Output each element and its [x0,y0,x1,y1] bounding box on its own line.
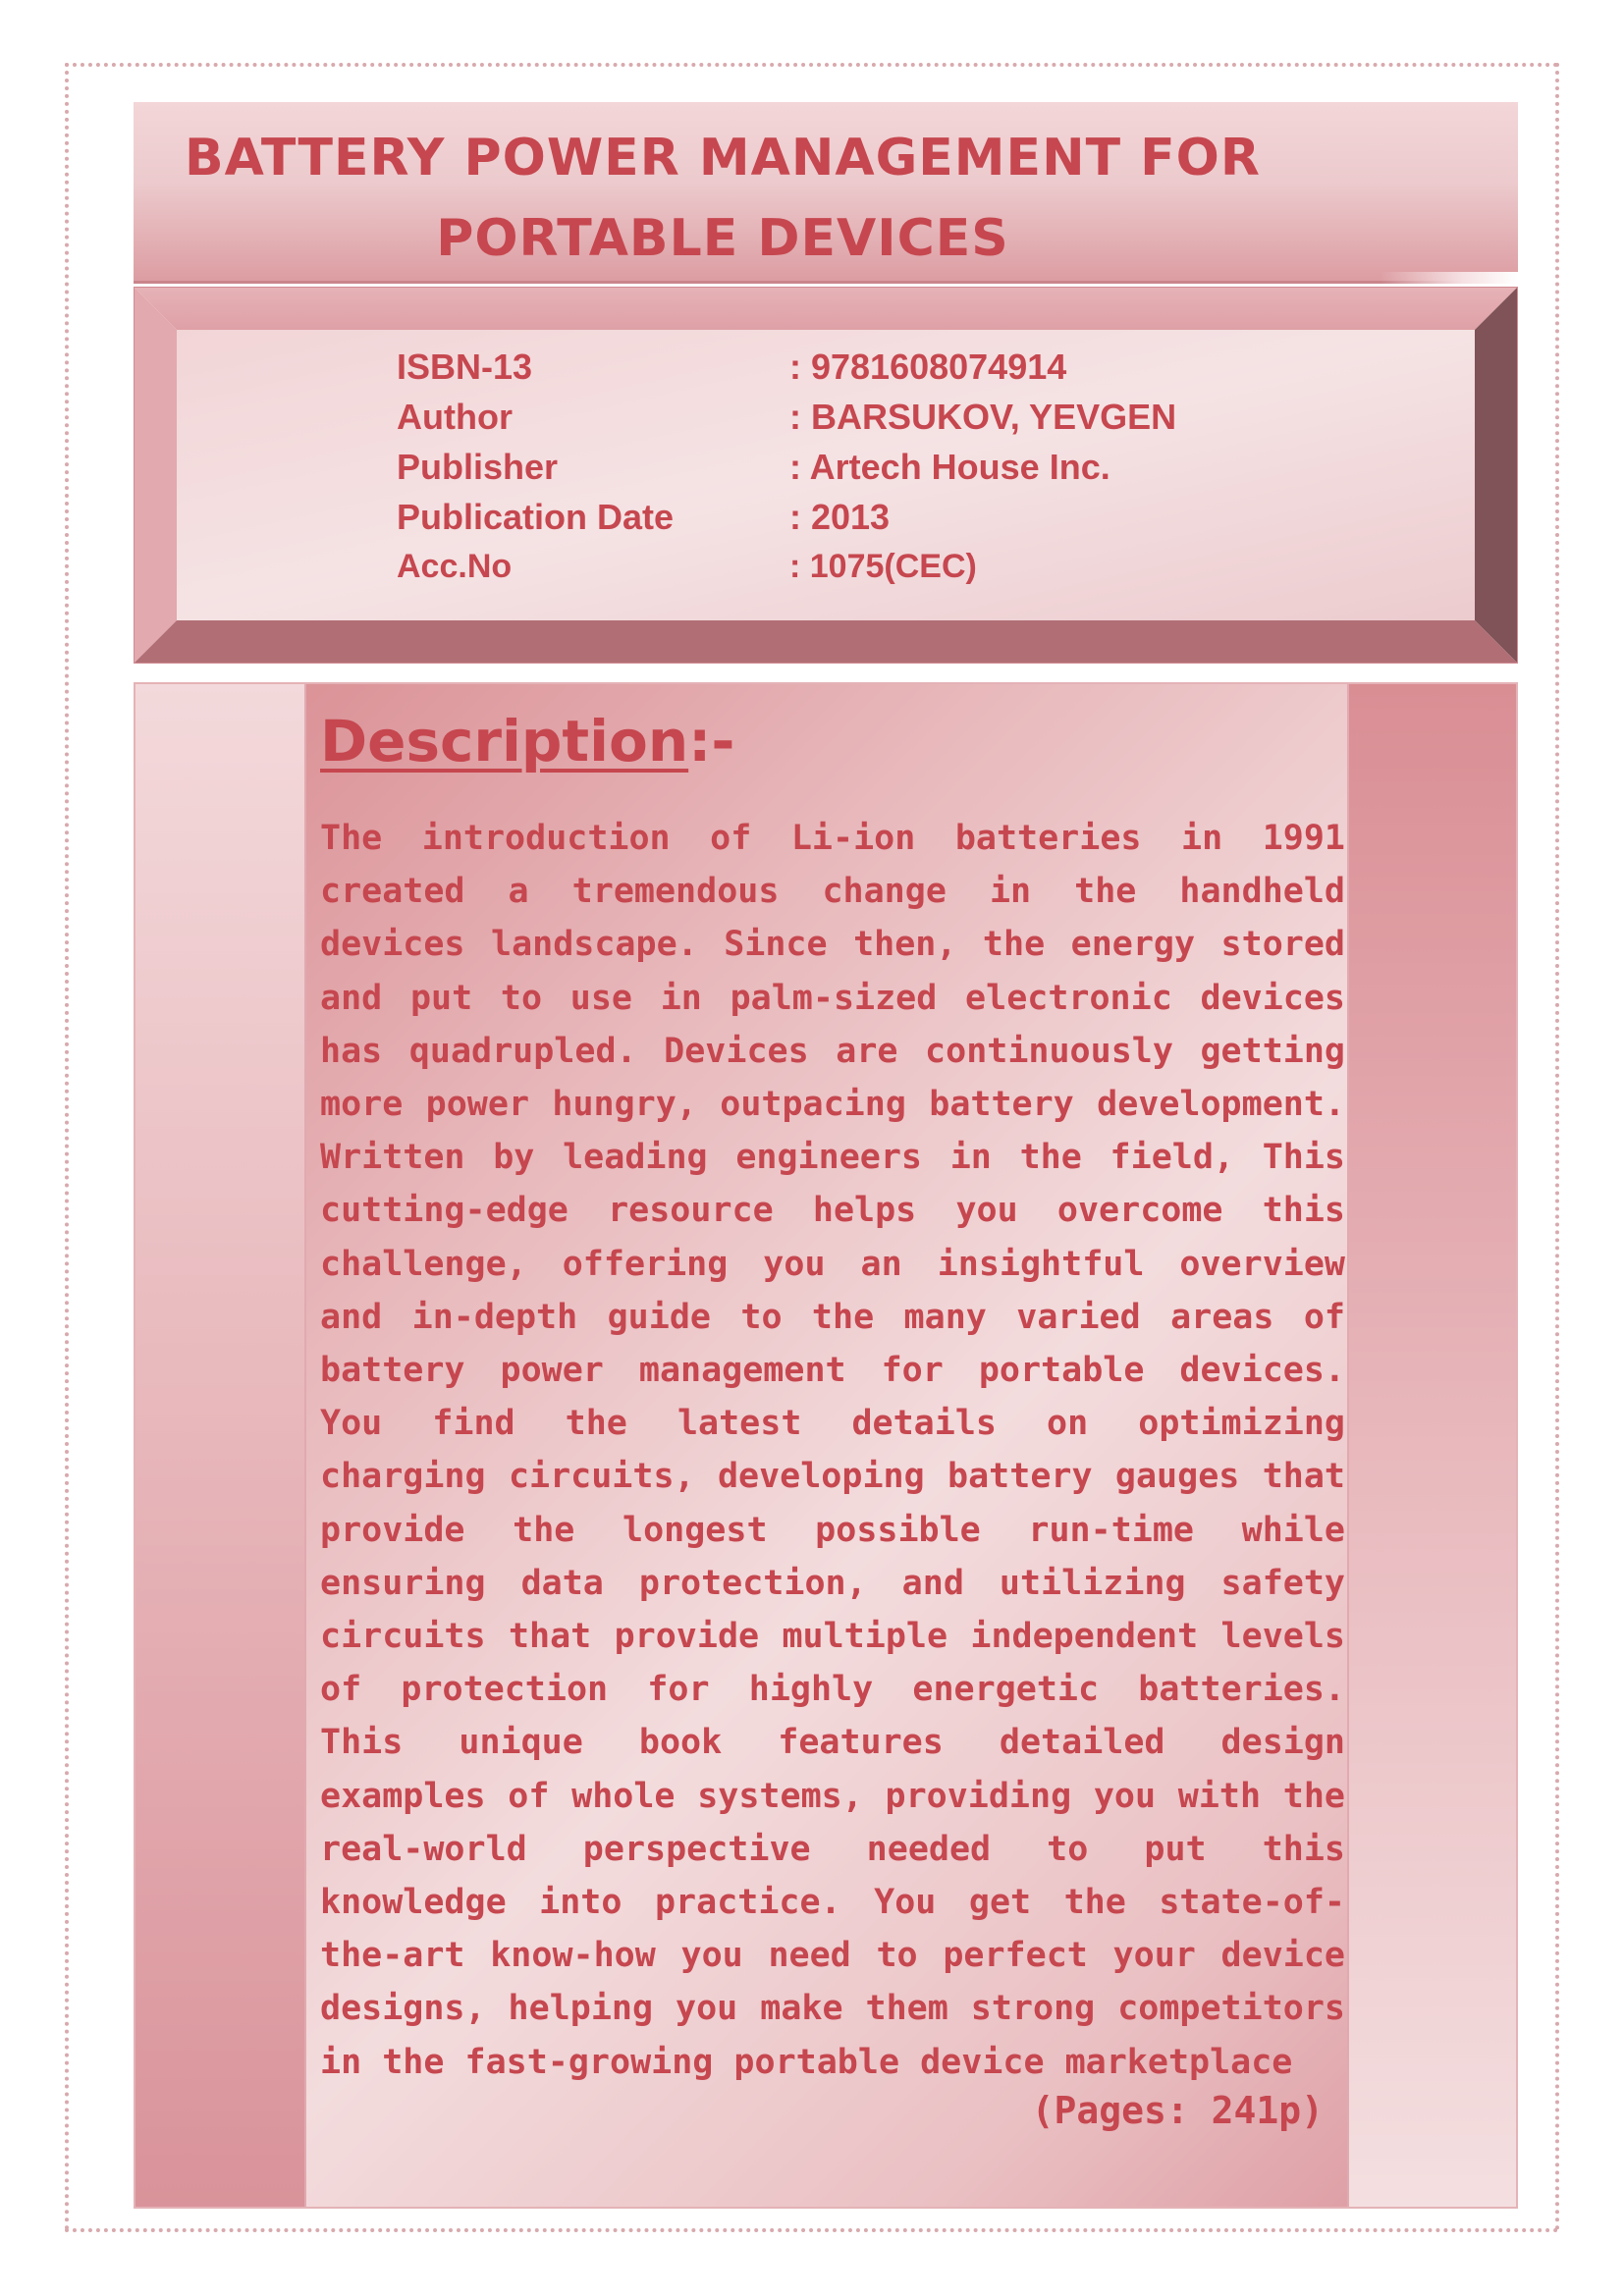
info-value: : 2013 [789,497,891,537]
book-info-panel [134,287,1518,664]
info-label: Author [397,397,513,437]
description-panel [134,682,1518,2209]
info-label: Acc.No [397,548,513,585]
left-margin-column [135,684,306,2207]
info-value: : Artech House Inc. [789,447,1110,487]
info-value: : BARSUKOV, YEVGEN [789,397,1177,437]
info-label: Publisher [397,447,559,487]
book-title-line2: PORTABLE DEVICES [436,209,1009,268]
description-body: The introduction of Li-ion batteries in 1991 created a tremendous change in the handheld devices landscape. Since then, the energy stored and put to use in palm-sized electronic devices has quadrupled. Devices are continuously getting more power hungry, outpacing battery development. Written by leading engineers in the field, This cutting-edge resource helps you overcome this challenge, offering you an insightful overview and in-depth guide to the many varied areas of battery power management for portable devices. You find the latest details on optimizing charging circuits, developing battery gauges that provide the longest possible run-time while ensuring data protection, and utilizing safety circuits that provide multiple independent levels of protection for highly energetic batteries. This unique book features detailed design examples of whole systems, providing you with the real-world perspective needed to put this knowledge into practice. You get the state-of-the-art know-how you need to perfect your device designs, helping you make them strong competitors in the fast-growing portable device marketplace [320,819,1345,2082]
page-count: (Pages: 241p) [1031,2089,1324,2132]
book-title [134,118,1312,279]
description-heading-suffix: :- [688,708,735,774]
book-title-line1: BATTERY POWER MANAGEMENT FOR [185,129,1261,187]
info-label: Publication Date [397,497,675,537]
info-label: ISBN-13 [397,347,533,387]
info-value: : 9781608074914 [789,347,1067,387]
right-margin-column [1347,684,1516,2207]
description-heading [320,702,734,780]
page-curl [1380,272,1518,284]
title-banner [134,102,1518,284]
info-value: : 1075(CEC) [789,548,977,585]
description-heading-text: Description [320,708,689,774]
